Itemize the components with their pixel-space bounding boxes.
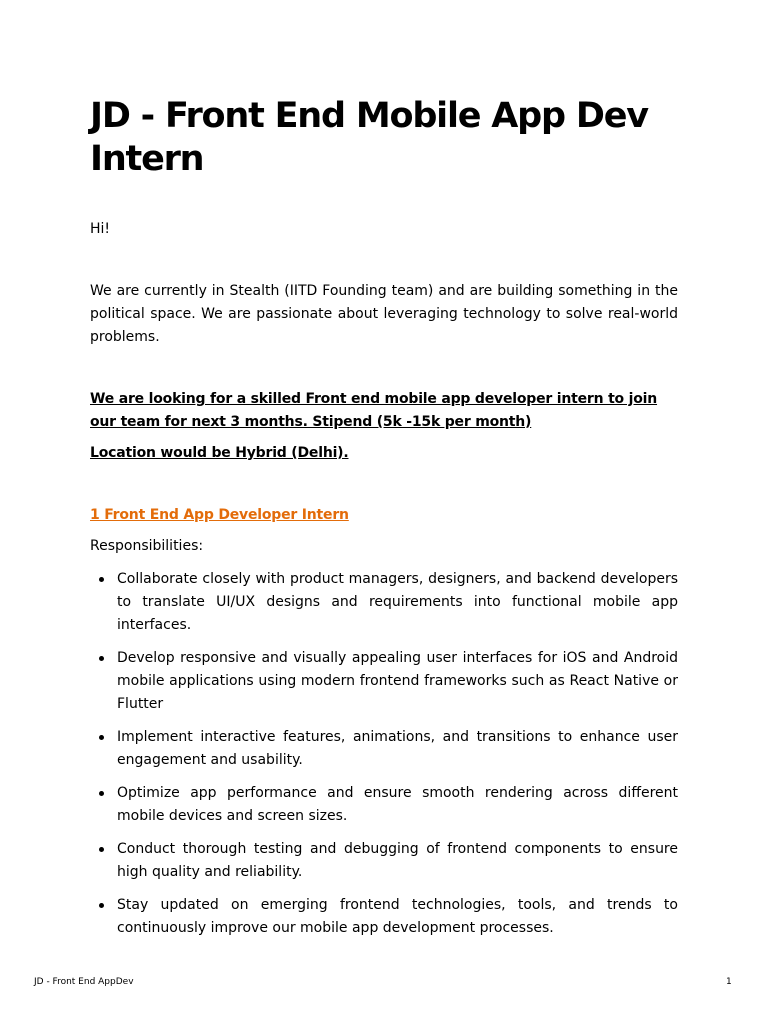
list-item bbox=[90, 647, 678, 716]
bullet-icon bbox=[99, 847, 104, 852]
responsibilities-list bbox=[90, 568, 678, 950]
document-title: JD - Front End Mobile App Dev Intern bbox=[90, 96, 648, 179]
list-item bbox=[90, 568, 678, 637]
bullet-icon bbox=[99, 735, 104, 740]
intro-paragraph: We are currently in Stealth (IITD Founding team) and are building something in the political space. We are passionate about leveraging technology to solve real-world problems. bbox=[90, 283, 678, 345]
list-item bbox=[90, 726, 678, 772]
role-heading: 1 Front End App Developer Intern bbox=[90, 507, 349, 523]
list-item-text: Implement interactive features, animations, and transitions to enhance user engagement and usability. bbox=[117, 729, 678, 768]
list-item bbox=[90, 782, 678, 828]
bullet-icon bbox=[99, 577, 104, 582]
list-item bbox=[90, 894, 678, 940]
looking-for-paragraph: We are looking for a skilled Front end mobile app developer intern to join our team for next 3 months. Stipend (5k -15k per month) bbox=[90, 391, 658, 430]
greeting: Hi! bbox=[90, 221, 111, 237]
page-number: 1 bbox=[726, 977, 732, 987]
footer-text: JD - Front End AppDev bbox=[34, 977, 134, 987]
bullet-icon bbox=[99, 656, 104, 661]
list-item-text: Optimize app performance and ensure smooth rendering across different mobile devices and screen sizes. bbox=[117, 785, 678, 824]
responsibilities-label: Responsibilities: bbox=[90, 538, 204, 554]
list-item-text: Stay updated on emerging frontend technologies, tools, and trends to continuously improve our mobile app development processes. bbox=[117, 897, 678, 936]
bullet-icon bbox=[99, 903, 104, 908]
bullet-icon bbox=[99, 791, 104, 796]
list-item-text: Develop responsive and visually appealing user interfaces for iOS and Android mobile applications using modern frontend frameworks such as React Native or Flutter bbox=[117, 650, 678, 712]
location-paragraph: Location would be Hybrid (Delhi). bbox=[90, 445, 349, 461]
list-item-text: Collaborate closely with product managers, designers, and backend developers to translate UI/UX designs and requirements into functional mobile app interfaces. bbox=[117, 571, 678, 633]
list-item bbox=[90, 838, 678, 884]
list-item-text: Conduct thorough testing and debugging of frontend components to ensure high quality and reliability. bbox=[117, 841, 678, 880]
